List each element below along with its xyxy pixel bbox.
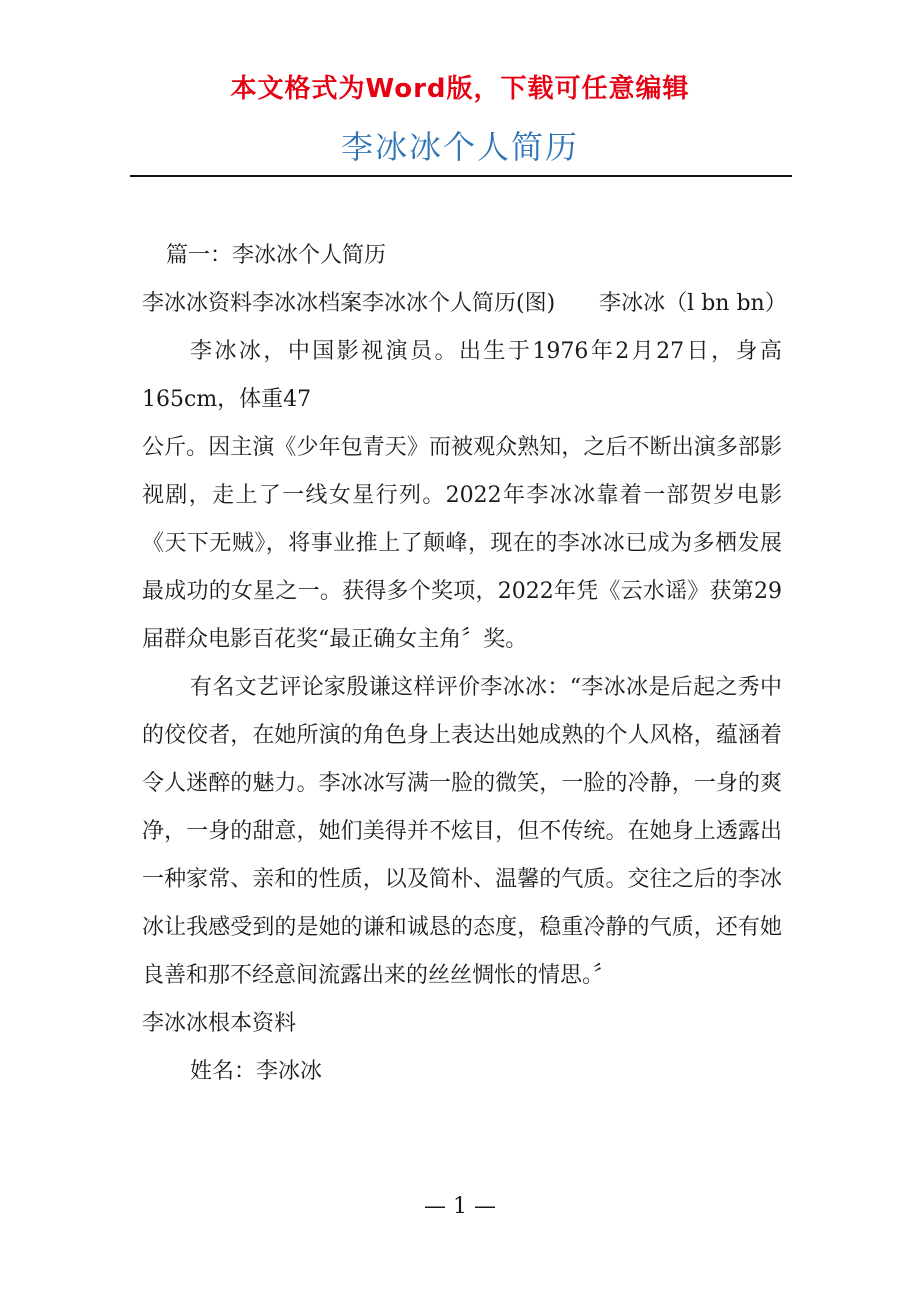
title-divider	[130, 175, 792, 177]
section-heading: 篇一：李冰冰个人简历	[166, 243, 387, 268]
document-body	[142, 232, 787, 1096]
document-title: 李冰冰个人简历	[340, 128, 579, 166]
page-number: — 1 —	[424, 1194, 496, 1219]
paragraph-intro: 李冰冰资料李冰冰档案李冰冰个人简历(图) 李冰冰（l bn bn）	[142, 291, 787, 316]
format-banner: 本文格式为Word版，下载可任意编辑	[230, 74, 690, 104]
info-name: 姓名：李冰冰	[190, 1059, 323, 1084]
paragraph-bio: 李冰冰，中国影视演员。出生于1976年2月27日，身高165cm，体重47	[142, 339, 782, 412]
section-basic-info: 李冰冰根本资料	[142, 1011, 297, 1036]
paragraph-career: 公斤。因主演《少年包青天》而被观众熟知，之后不断出演多部影视剧，走上了一线女星行列。2022年李冰冰靠着一部贺岁电影《天下无贼》，将事业推上了颠峰，现在的李冰冰已成为多栖发展最成功的女星之一。获得多个奖项，2022年凭《云水谣》获第29届群众电影百花奖“最正确女主角〞奖。	[142, 435, 782, 652]
paragraph-review: 有名文艺评论家殷谦这样评价李冰冰：“李冰冰是后起之秀中的佼佼者，在她所演的角色身上表达出她成熟的个人风格，蕴涵着令人迷醉的魅力。李冰冰写满一脸的微笑，一脸的冷静，一身的爽净，一身的甜意，她们美得并不炫目，但不传统。在她身上透露出一种家常、亲和的性质，以及简朴、温馨的气质。交往之后的李冰冰让我感受到的是她的谦和诚恳的态度，稳重冷静的气质，还有她良善和那不经意间流露出来的丝丝惆怅的情思。〞	[142, 675, 782, 988]
